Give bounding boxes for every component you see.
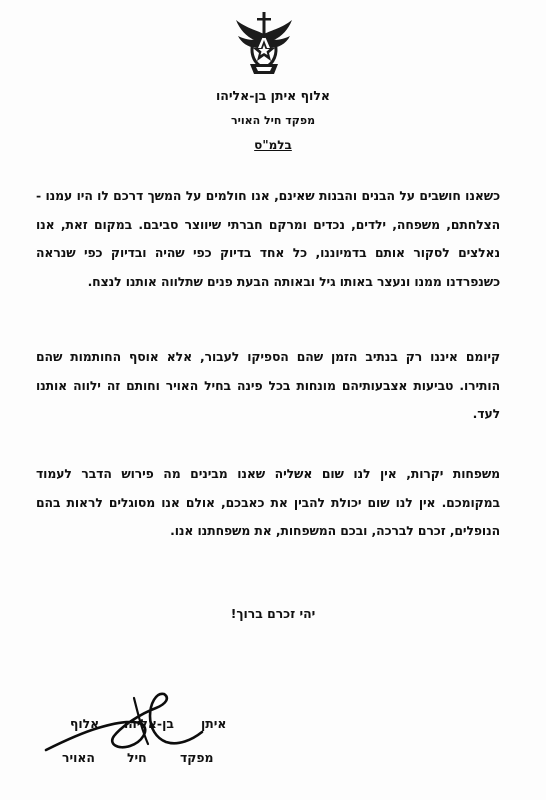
- signature-role-word-1: מפקד: [180, 750, 214, 765]
- signature-role-word-2: חיל: [127, 750, 147, 765]
- closing-line: יהי זכרם ברוך!: [230, 606, 316, 621]
- sender-title: מפקד חיל האויר: [230, 114, 316, 127]
- signature-name-first: איתן: [201, 716, 227, 731]
- body-paragraph-2: קיומם איננו רק בנתיב הזמן שהם הספיקו לעבור, אלא אוסף החותמות שהם הותירו. טביעות אצבעותיהם מונחות בכל פינה בחיל האויר וחותם זה ילווה אותנו לעד.: [36, 349, 500, 421]
- signature-name-last: בן-אליהו: [124, 716, 174, 731]
- body-paragraph-1: כשאנו חושבים על הבנים והבנות שאינם, אנו חולמים על המשך דרכם לו היו עמנו - הצלחתם, משפחה, ילדים, נכדים ומרקם חברתי שיווצר סביבם. במקום זאת, אנו נאלצים לסקור אותם בדמיוננו, כל אחד בדיוק כפי שהיה ובדיוק כפי שנראה כשנפרדנו ממנו ונעצר באותו גיל ובאותה הבעת פנים שתלווה אותנו לנצח.: [36, 188, 500, 289]
- sender-name: אלוף איתן בן-אליהו: [215, 88, 331, 103]
- signature-rank: אלוף: [70, 716, 100, 731]
- handwritten-signature: [38, 684, 208, 764]
- body-paragraph-3: משפחות יקרות, אין לנו שום אשליה שאנו מבינים מה פירוש הדבר לעמוד במקומכם. אין לנו שום יכולת להבין את כאבכם, אולם אנו מסוגלים לראות בהם הנופלים, זכרם לברכה, ובכם המשפחות, את משפחתנו אנו.: [36, 466, 500, 538]
- classification-mark: בלמ"ס: [254, 138, 292, 152]
- air-force-emblem-icon: [232, 10, 296, 78]
- signature-role-word-3: האויר: [62, 750, 95, 765]
